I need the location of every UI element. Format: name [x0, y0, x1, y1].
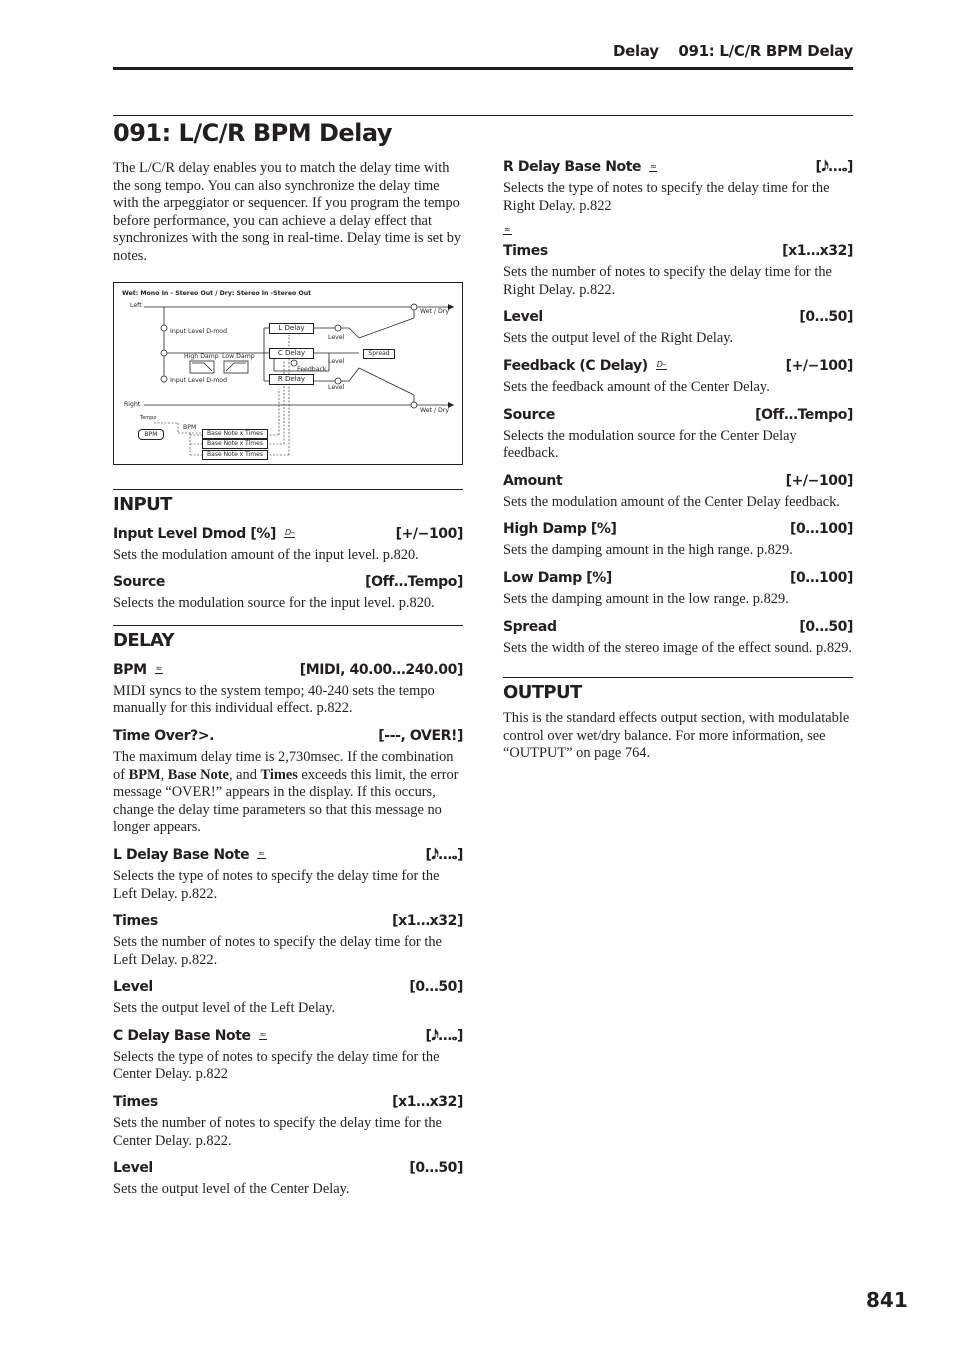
diagram-c-delay: C Delay [269, 348, 314, 359]
diagram-low-damp: Low Damp [222, 352, 255, 360]
tempo-icon: ≈ [504, 225, 511, 235]
param-desc: Selects the modulation source for the Center Delay feedback. [503, 427, 797, 462]
param-name: Times [113, 913, 158, 930]
param-name: Level [113, 1160, 153, 1177]
title-rule [113, 115, 853, 116]
diagram-routing: Wet: Mono In - Stereo Out / Dry: Stereo In -Stereo Out [122, 289, 312, 297]
tempo-icon: ≈ [259, 1030, 266, 1040]
param-range: [x1…x32] [392, 913, 463, 930]
output-section [503, 677, 853, 763]
header-section: Delay [612, 42, 659, 60]
param-desc: Selects the type of notes to specify the delay time for the Left Delay. p.822. [113, 867, 440, 902]
param-row [113, 912, 463, 930]
param-name: Time Over?>. [113, 727, 215, 744]
diagram-feedback: Feedback [297, 365, 327, 373]
param-row [503, 308, 853, 326]
header-rule [113, 67, 853, 70]
param-desc: Selects the type of notes to specify the delay time for the Center Delay. p.822 [113, 1048, 440, 1083]
param-desc: Sets the number of notes to specify the delay time for the Right Delay. p.822. [503, 264, 832, 298]
param-range: [0…50] [409, 1160, 463, 1177]
param-icon-row [503, 219, 853, 237]
param-row [113, 1093, 463, 1111]
delay-section [113, 625, 463, 1199]
param-row [503, 406, 853, 424]
diagram-base-note-1: Base Note x Times [202, 429, 268, 439]
param-desc: MIDI syncs to the system tempo; 40-240 sets the tempo manually for this individual effect. p.822. [113, 682, 435, 717]
param-name: Times [113, 1094, 158, 1111]
param-name: Feedback (C Delay) [503, 357, 648, 374]
param-desc: Sets the damping amount in the high range. p.829. [503, 542, 793, 559]
param-name: BPM [113, 661, 147, 678]
tempo-icon: ≈ [155, 664, 162, 674]
param-desc: Sets the output level of the Left Delay. [113, 1000, 336, 1017]
param-range: [Off…Tempo] [755, 406, 853, 423]
param-desc: The maximum delay time is 2,730msec. If the combination of BPM, Base Note, and Times exceeds this limit, the error message “OVER!” appears in the display. If this occurs, change the delay time parameters so that this message no longer appears. [113, 748, 459, 836]
left-column [113, 160, 463, 1199]
param-range: [Off…Tempo] [365, 574, 463, 591]
param-name: R Delay Base Note [503, 159, 642, 175]
diagram-right: Right [124, 400, 141, 408]
diagram-input-level-2: Input Level D-mod [170, 376, 228, 384]
diagram-r-delay: R Delay [269, 374, 314, 385]
diagram-spread: Spread [363, 349, 395, 359]
param-row [503, 569, 853, 587]
param-name: Input Level Dmod [%] [113, 525, 276, 542]
input-heading: INPUT [113, 493, 172, 515]
page-title: 091: L/C/R BPM Delay [113, 119, 392, 147]
param-desc: Sets the modulation amount of the Center Delay feedback. [503, 493, 840, 510]
diagram-tempo: Tempo [140, 414, 157, 421]
param-name: Low Damp [%] [503, 569, 612, 586]
param-row [113, 573, 463, 591]
output-heading: OUTPUT [503, 682, 582, 704]
output-desc: This is the standard effects output section, with modulatable control over wet/dry balance. For more information, see “OUTPUT” on page 764. [503, 710, 850, 762]
tempo-icon: ≈ [258, 849, 265, 859]
param-range: [x1…x32] [782, 243, 853, 260]
param-range: [+/−100] [395, 525, 463, 542]
param-row [113, 1159, 463, 1177]
param-desc: Sets the damping amount in the low range. p.829. [503, 590, 789, 607]
param-desc: Selects the modulation source for the input level. p.820. [113, 595, 435, 612]
param-desc: Sets the output level of the Right Delay. [503, 330, 734, 347]
param-row [113, 1027, 463, 1045]
param-name: Source [503, 406, 555, 423]
param-range: [0…100] [790, 521, 853, 538]
param-row [503, 158, 853, 176]
param-name: Level [503, 309, 543, 326]
diagram-bpm-label: BPM [183, 423, 197, 431]
param-range: [𝅘𝅥𝅯…𝅝] [815, 159, 853, 175]
param-desc: Sets the number of notes to specify the delay time for the Center Delay. p.822. [113, 1115, 442, 1149]
param-name: C Delay Base Note [113, 1027, 251, 1044]
param-range: [0…50] [799, 618, 853, 635]
param-row [113, 978, 463, 996]
param-range: [0…50] [409, 979, 463, 996]
param-range: [+/−100] [785, 472, 853, 489]
diagram-level-3: Level [328, 383, 345, 391]
param-range: [+/−100] [785, 357, 853, 374]
diagram-wet-dry-1: Wet / Dry [420, 307, 449, 315]
param-range: [x1…x32] [392, 1094, 463, 1111]
diagram-level-1: Level [328, 333, 345, 341]
param-name: Times [503, 243, 548, 260]
diagram-input-level-1: Input Level D-mod [170, 327, 228, 335]
param-name: Amount [503, 472, 563, 489]
page-number: 841 [866, 1288, 908, 1312]
param-row [113, 661, 463, 679]
param-row [503, 618, 853, 636]
diagram-wet-dry-2: Wet / Dry [420, 406, 449, 414]
diagram-base-note-2: Base Note x Times [202, 439, 268, 449]
param-desc: Selects the type of notes to specify the delay time for the Right Delay. p.822 [503, 180, 830, 214]
diagram-bpm-box: BPM [138, 429, 164, 440]
param-range: [𝅘𝅥𝅯…𝅝] [425, 846, 463, 863]
right-column [503, 152, 853, 763]
param-range: [---, OVER!] [378, 727, 463, 744]
param-desc: Sets the feedback amount of the Center Delay. [503, 378, 770, 395]
param-range: [𝅘𝅥𝅯…𝅝] [425, 1027, 463, 1044]
param-name: L Delay Base Note [113, 846, 250, 863]
param-desc: Sets the output level of the Center Delay. [113, 1181, 350, 1198]
param-row [503, 242, 853, 260]
block-diagram [113, 282, 463, 465]
param-row [113, 846, 463, 864]
param-desc: Sets the modulation amount of the input level. p.820. [113, 546, 419, 563]
param-name: Source [113, 574, 165, 591]
dmod-icon: D– [285, 528, 295, 538]
diagram-l-delay: L Delay [269, 323, 314, 334]
param-row [503, 472, 853, 490]
param-row [113, 525, 463, 543]
delay-heading: DELAY [113, 629, 174, 651]
dmod-icon: D– [656, 360, 667, 370]
header-effect: 091: L/C/R BPM Delay [678, 42, 853, 60]
param-row [503, 357, 853, 375]
diagram-high-damp: High Damp [184, 352, 219, 360]
tempo-icon: ≈ [650, 161, 657, 171]
diagram-level-2: Level [328, 357, 345, 365]
param-range: [0…50] [799, 309, 853, 326]
param-desc: Sets the number of notes to specify the delay time for the Left Delay. p.822. [113, 934, 442, 968]
diagram-left: Left [130, 301, 142, 309]
param-row [113, 727, 463, 745]
param-name: Level [113, 979, 153, 996]
running-header [613, 42, 853, 60]
diagram-base-note-3: Base Note x Times [202, 450, 268, 460]
param-name: High Damp [%] [503, 521, 617, 538]
param-desc: Sets the width of the stereo image of the effect sound. p.829. [503, 639, 853, 656]
param-range: [MIDI, 40.00…240.00] [299, 661, 463, 678]
param-range: [0…100] [790, 569, 853, 586]
param-name: Spread [503, 618, 557, 635]
param-row [503, 520, 853, 538]
intro-paragraph: The L/C/R delay enables you to match the delay time with the song tempo. You can also synchronize the delay time with the arpeggiator or sequencer. If you program the tempo before performance, you can achieve a delay effect that synchronizes with the song in real-time. Delay time is set by notes. [113, 160, 462, 264]
input-section [113, 489, 463, 613]
